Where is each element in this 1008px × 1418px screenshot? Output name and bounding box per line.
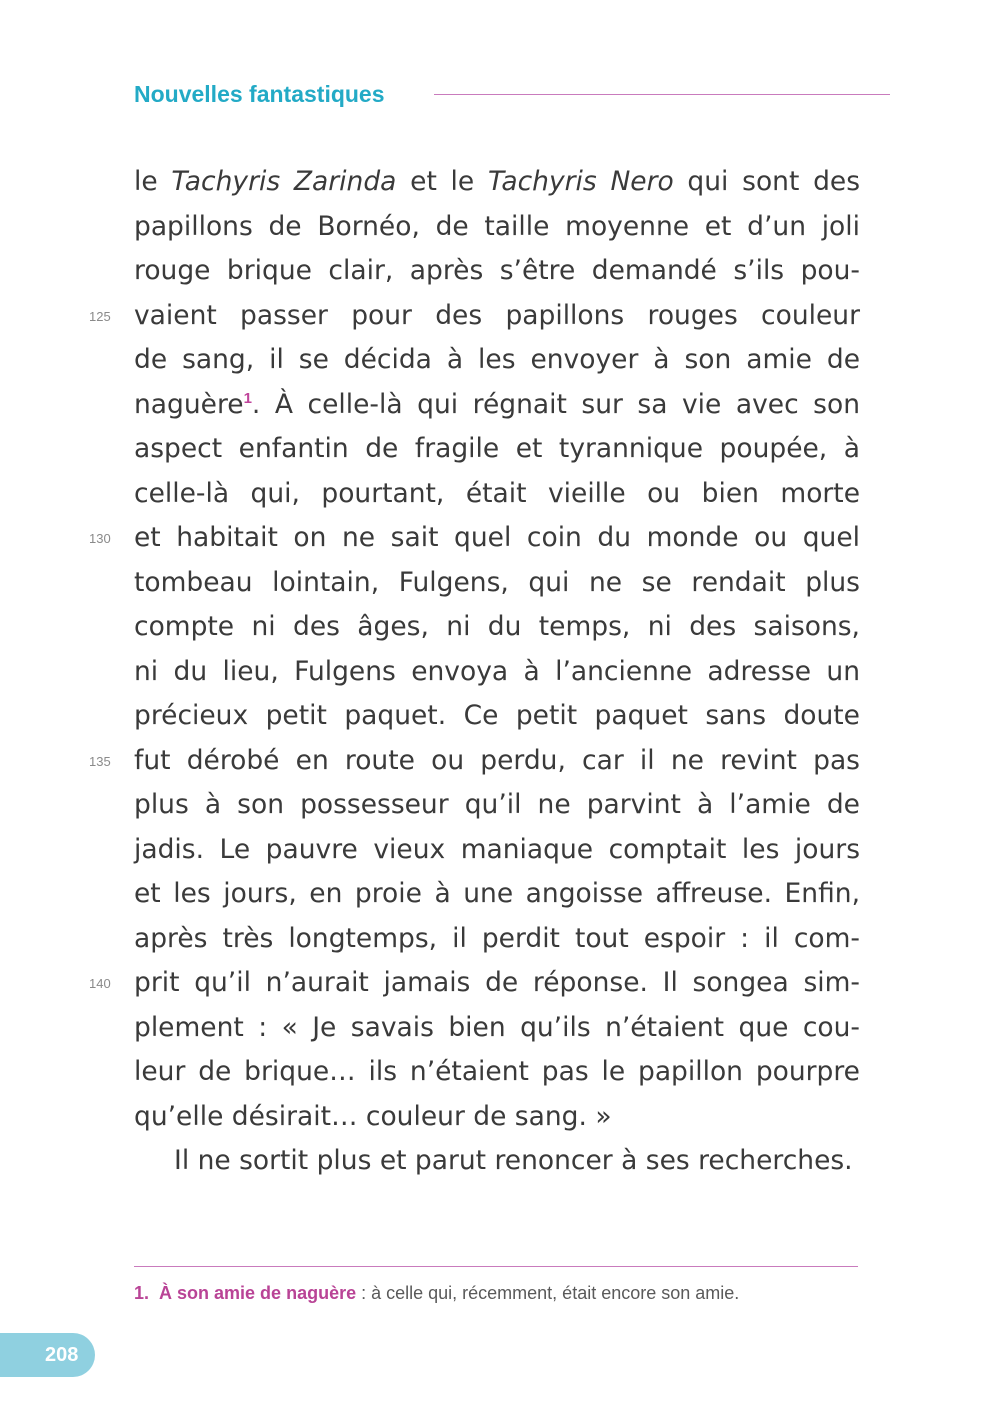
text-line: 125 vaient passer pour des papillons rouges couleur — [134, 294, 860, 339]
header-rule — [434, 94, 890, 95]
text-line: et les jours, en proie à une angoisse affreuse. Enfin, — [134, 878, 860, 909]
footnote — [134, 1280, 874, 1306]
text-line: rouge brique clair, après s’être demandé s’ils pou- — [134, 255, 860, 286]
text-line: aspect enfantin de fragile et tyrannique poupée, à — [134, 433, 860, 464]
footnote-definition: : à celle qui, récemment, était encore son amie. — [356, 1283, 740, 1303]
text-line: précieux petit paquet. Ce petit paquet sans doute — [134, 700, 860, 731]
line-number: 130 — [89, 531, 111, 546]
text-line: celle-là qui, pourtant, était vieille ou bien morte — [134, 477, 860, 509]
text-line: 135 fut dérobé en route ou perdu, car il ne revint pas — [134, 739, 860, 784]
text-line: après très longtemps, il perdit tout espoir : il com- — [134, 922, 860, 954]
footnote-reference[interactable]: 1 — [243, 389, 252, 407]
text-line: 140 prit qu’il n’aurait jamais de réponse. Il songea sim- — [134, 961, 860, 1006]
text-line: compte ni des âges, ni du temps, ni des saisons, — [134, 611, 860, 642]
footnote-number: 1. — [134, 1283, 150, 1303]
footnote-term: À son amie de naguère — [159, 1283, 357, 1303]
page-number: 208 — [45, 1344, 79, 1366]
text-line: de sang, il se décida à les envoyer à son amie de — [134, 344, 860, 375]
paragraph-first-line: Il ne sortit plus et parut renoncer à ses recherches. — [174, 1145, 853, 1176]
text-line: plement : « Je savais bien qu’ils n’étaient que cou- — [134, 1011, 860, 1043]
text-line: naguère$^1$. À celle-là qui régnait sur sa vie avec son — [134, 388, 860, 420]
running-header — [134, 80, 890, 108]
line-number: 140 — [89, 976, 111, 991]
text-line: plus à son possesseur qu’il ne parvint à l’amie de — [134, 789, 860, 820]
main-text — [89, 160, 861, 1184]
line-number: 125 — [89, 308, 111, 324]
text-line: 130 et habitait on ne sait quel coin du monde ou quel — [134, 516, 860, 561]
text-line: qu’elle désirait… couleur de sang. » — [134, 1100, 612, 1132]
text-line: tombeau lointain, Fulgens, qui ne se rendait plus — [134, 566, 860, 598]
footnote-rule — [134, 1266, 858, 1267]
text-line: ni du lieu, Fulgens envoya à l’ancienne adresse un — [134, 655, 860, 687]
text-line: papillons de Bornéo, de taille moyenne et d’un joli — [134, 210, 860, 242]
text-line: le Tachyris Zarinda et le Tachyris Nero qui sont des — [134, 166, 861, 197]
text-line: jadis. Le pauvre vieux maniaque comptait les jours — [134, 833, 860, 865]
line-number: 135 — [89, 753, 111, 769]
text-line: leur de brique… ils n’étaient pas le papillon pourpre — [134, 1056, 860, 1087]
book-title: Nouvelles fantastiques — [134, 81, 385, 107]
